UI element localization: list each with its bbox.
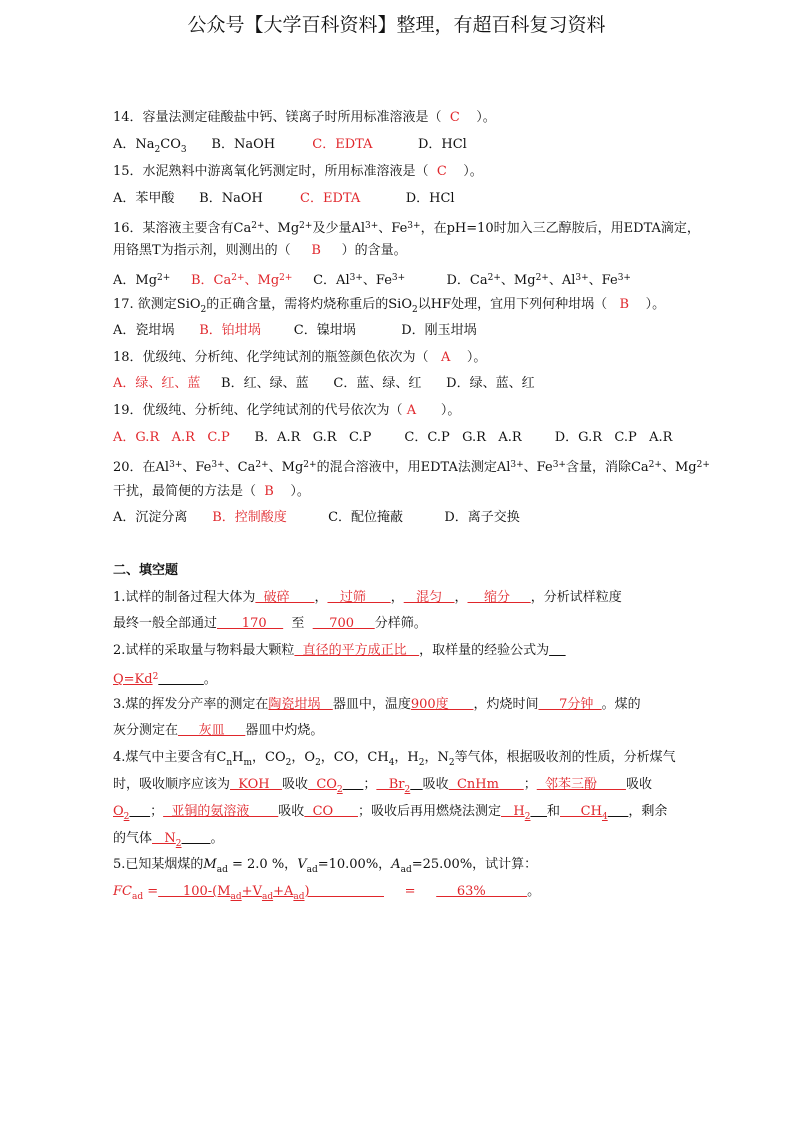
answer-text: FC bbox=[113, 884, 132, 899]
text-segment: ，剩余 bbox=[628, 804, 668, 819]
text-segment: 2 bbox=[154, 145, 161, 155]
text-segment: m bbox=[243, 758, 253, 768]
text-segment: 2+ bbox=[299, 221, 313, 231]
text-segment: ； bbox=[363, 777, 377, 792]
text-segment: ； bbox=[150, 804, 164, 819]
text-segment: 含量，消除Ca bbox=[565, 460, 649, 475]
text-segment: ）。 bbox=[450, 350, 487, 365]
answer-text: +V bbox=[241, 884, 262, 899]
text-segment: 2+ bbox=[487, 273, 501, 283]
text-segment bbox=[608, 804, 629, 819]
answer-text: B．Ca bbox=[190, 273, 232, 288]
text-segment: V bbox=[297, 857, 307, 872]
answer-text: 陶瓷坩埚 bbox=[268, 697, 333, 712]
text-segment: 5.已知某烟煤的 bbox=[113, 857, 204, 872]
text-segment: ； bbox=[523, 777, 537, 792]
text-segment: ， bbox=[390, 590, 404, 605]
text-segment: 、Fe bbox=[362, 273, 392, 288]
answer-text: B．铂坩埚 bbox=[199, 323, 261, 338]
text-segment: 。 bbox=[210, 831, 224, 846]
answer-text: C．EDTA bbox=[300, 191, 361, 206]
answer-text: 2+ bbox=[279, 273, 293, 283]
text-segment: 。 bbox=[527, 884, 541, 899]
answer-text: 2 bbox=[175, 839, 182, 849]
text-segment: 3+ bbox=[617, 273, 631, 283]
text-segment: B．A.R G.R C.P C．C.P G.R A.R D．G.R C.P A.R bbox=[229, 430, 673, 445]
text-segment: 分样筛。 bbox=[374, 616, 427, 631]
answer-text: +A bbox=[273, 884, 294, 899]
text-segment: ，CO，CH bbox=[320, 750, 389, 765]
text-segment: 灰分测定在 bbox=[113, 723, 179, 738]
text-segment bbox=[530, 804, 547, 819]
answer-text: = bbox=[383, 884, 437, 899]
text-segment: H bbox=[232, 750, 244, 765]
text-line bbox=[113, 483, 310, 501]
text-line bbox=[113, 456, 710, 477]
text-segment: 3+ bbox=[391, 273, 406, 283]
answer-text: A．G.R A.R C.P bbox=[113, 430, 230, 445]
answer-text: A bbox=[406, 403, 417, 418]
text-segment: 及少量Al bbox=[312, 221, 365, 236]
text-segment: 的混合溶液中，用EDTA法测定Al bbox=[316, 460, 511, 475]
text-segment: ）的含量。 bbox=[320, 243, 407, 258]
answer-text: 900度 bbox=[410, 697, 474, 712]
text-segment: A bbox=[391, 857, 401, 872]
text-segment: 、Fe bbox=[378, 221, 408, 236]
answer-text: B bbox=[264, 484, 274, 499]
text-line bbox=[113, 190, 455, 208]
text-segment: ）。 bbox=[273, 484, 310, 499]
text-line bbox=[113, 830, 223, 853]
text-segment: 。煤的 bbox=[601, 697, 641, 712]
text-line bbox=[113, 402, 460, 420]
text-segment: 以HF处理，宜用下列何种坩埚（ bbox=[417, 297, 620, 312]
text-segment: 、Fe bbox=[182, 460, 212, 475]
text-segment: 2+ bbox=[255, 460, 269, 470]
text-segment: A．沉淀分离 bbox=[113, 510, 213, 525]
text-segment: ， bbox=[454, 590, 468, 605]
text-line bbox=[113, 136, 467, 159]
page-header: 公众号【大学百科资料】整理，有超百科复习资料 bbox=[187, 14, 606, 36]
text-segment: ，O bbox=[291, 750, 316, 765]
answer-text: 2 bbox=[152, 672, 159, 682]
text-segment bbox=[410, 777, 422, 792]
text-segment: 3+ bbox=[575, 273, 589, 283]
text-segment: 、Al bbox=[548, 273, 576, 288]
text-segment: 3+ bbox=[510, 460, 524, 470]
text-segment: 、Fe bbox=[588, 273, 618, 288]
text-segment: 2+ bbox=[251, 221, 265, 231]
text-segment bbox=[158, 672, 203, 687]
answer-text: 过筛 bbox=[327, 590, 391, 605]
text-segment: ， bbox=[314, 590, 328, 605]
answer-text: B．控制酸度 bbox=[212, 510, 287, 525]
answer-text: B bbox=[311, 243, 321, 258]
text-segment bbox=[170, 273, 191, 288]
text-segment: 干扰，最简便的方法是（ bbox=[113, 484, 265, 499]
text-segment: ）。 bbox=[446, 164, 483, 179]
text-segment: 时，吸收顺序应该为 bbox=[113, 777, 231, 792]
text-line bbox=[113, 589, 622, 607]
text-segment: 用铬黑T为指示剂，则测出的（ bbox=[113, 243, 312, 258]
text-line bbox=[113, 615, 427, 633]
text-segment: 、Ca bbox=[224, 460, 256, 475]
answer-text: A bbox=[440, 350, 451, 365]
text-segment: 的正确含量，需将灼烧称重后的SiO bbox=[206, 297, 412, 312]
answer-text: ad bbox=[293, 892, 305, 902]
answer-text: C bbox=[449, 110, 460, 125]
answer-text: 2 bbox=[123, 812, 130, 822]
text-segment: A．苯甲酸 B．NaOH bbox=[113, 191, 301, 206]
text-segment: CO bbox=[160, 137, 181, 152]
text-segment: D．Ca bbox=[405, 273, 488, 288]
answer-text: 混匀 bbox=[403, 590, 455, 605]
text-segment: ad bbox=[306, 865, 318, 875]
text-segment: 19．优级纯、分析纯、化学纯试剂的代号依次为（ bbox=[113, 403, 407, 418]
text-segment: ad bbox=[216, 865, 228, 875]
answer-text: 4 bbox=[601, 812, 608, 822]
text-segment: 2 bbox=[448, 758, 455, 768]
text-segment: 14．容量法测定硅酸盐中钙、镁离子时所用标准溶液是（ bbox=[113, 110, 450, 125]
text-line bbox=[113, 749, 676, 772]
text-line bbox=[113, 375, 535, 393]
answer-text: ad bbox=[261, 892, 274, 902]
answer-text: 亚铜的氨溶液 bbox=[163, 804, 279, 819]
text-segment: 2+ bbox=[535, 273, 549, 283]
text-segment: 18．优级纯、分析纯、化学纯试剂的瓶签颜色依次为（ bbox=[113, 350, 441, 365]
text-segment: 2+ bbox=[696, 460, 710, 470]
text-segment: ，H bbox=[394, 750, 419, 765]
text-segment: 3+ bbox=[211, 460, 225, 470]
text-segment: 、Mg bbox=[268, 460, 304, 475]
text-line bbox=[113, 109, 496, 127]
text-segment bbox=[182, 831, 211, 846]
text-segment: 2 bbox=[200, 305, 207, 315]
answer-text: 破碎 bbox=[255, 590, 315, 605]
text-segment: B．NaOH bbox=[186, 137, 313, 152]
text-segment: 2 bbox=[285, 758, 292, 768]
text-segment: D．HCl bbox=[372, 137, 467, 152]
answer-text: C bbox=[436, 164, 447, 179]
answer-text: C．EDTA bbox=[312, 137, 373, 152]
text-segment: 2 bbox=[315, 758, 321, 768]
answer-text: A．绿、红、蓝 bbox=[113, 376, 201, 391]
text-segment: 2+ bbox=[157, 273, 171, 283]
text-segment: C．配位掩蔽 D．离子交换 bbox=[286, 510, 520, 525]
text-segment: 等气体，根据吸收剂的性质，分析煤气 bbox=[454, 750, 676, 765]
text-line bbox=[113, 349, 486, 367]
text-segment: ）。 bbox=[629, 297, 666, 312]
text-segment: 至 bbox=[283, 616, 313, 631]
text-line bbox=[113, 722, 323, 740]
text-segment: 吸收 bbox=[282, 777, 309, 792]
text-line bbox=[113, 803, 667, 826]
text-segment bbox=[549, 643, 566, 658]
answer-text: 邻苯三酚 bbox=[536, 777, 626, 792]
text-line bbox=[113, 696, 641, 714]
text-segment: 、Fe bbox=[523, 460, 553, 475]
text-segment: ，取样量的经验公式为 bbox=[419, 643, 550, 658]
answer-text: ad bbox=[230, 892, 242, 902]
answer-text: CO bbox=[308, 777, 337, 792]
answer-text: ) bbox=[304, 884, 384, 899]
text-segment: 吸收 bbox=[422, 777, 449, 792]
text-segment bbox=[129, 804, 150, 819]
text-segment: ，CO bbox=[252, 750, 286, 765]
text-segment: ，在pH=10时加入三乙醇胺后，用EDTA滴定， bbox=[420, 221, 700, 236]
text-line bbox=[113, 269, 631, 290]
text-segment: 3+ bbox=[169, 460, 183, 470]
answer-text: 100-(M bbox=[158, 884, 231, 899]
answer-text: 、Mg bbox=[244, 273, 280, 288]
text-segment: ad bbox=[400, 865, 412, 875]
text-segment: 。 bbox=[203, 672, 217, 687]
answer-text: N bbox=[152, 831, 176, 846]
text-segment: 、Mg bbox=[661, 460, 697, 475]
text-segment: 和 bbox=[547, 804, 561, 819]
text-segment: 3.煤的挥发分产率的测定在 bbox=[113, 697, 269, 712]
answer-text: 2 bbox=[404, 785, 411, 795]
text-segment: =25.00%，试计算： bbox=[411, 857, 538, 872]
answer-text: CO bbox=[304, 804, 358, 819]
answer-text: 直径的平方成正比 bbox=[294, 643, 420, 658]
text-segment: A．Mg bbox=[113, 273, 158, 288]
text-segment: 二、填空题 bbox=[113, 563, 179, 578]
text-segment: 2+ bbox=[648, 460, 662, 470]
text-line bbox=[113, 856, 537, 879]
answer-text: 灰皿 bbox=[178, 723, 246, 738]
text-segment: 2 bbox=[418, 758, 425, 768]
answer-text: H bbox=[501, 804, 525, 819]
text-segment: 15．水泥熟料中游离氧化钙测定时，所用标准溶液是（ bbox=[113, 164, 437, 179]
answer-text: 2+ bbox=[231, 273, 245, 283]
text-segment: =10.00%， bbox=[317, 857, 392, 872]
text-line bbox=[113, 242, 407, 260]
answer-text: = bbox=[143, 884, 159, 899]
text-segment: ，分析试样粒度 bbox=[530, 590, 622, 605]
text-segment: 2.试样的采取量与物料最大颗粒 bbox=[113, 643, 295, 658]
answer-text: CnHm bbox=[448, 777, 524, 792]
text-segment: ，N bbox=[424, 750, 449, 765]
text-segment: 器皿中灼烧。 bbox=[245, 723, 324, 738]
text-line bbox=[113, 509, 520, 527]
text-segment: 4 bbox=[388, 758, 395, 768]
answer-text: 170 bbox=[217, 616, 284, 631]
text-line bbox=[113, 217, 700, 238]
answer-text: 63% bbox=[436, 884, 528, 899]
answer-text: Q=Kd bbox=[113, 672, 153, 687]
answer-text: 缩分 bbox=[467, 590, 531, 605]
text-segment: 17. 欲测定SiO bbox=[113, 297, 201, 312]
text-segment bbox=[343, 777, 364, 792]
text-segment: C．镍坩埚 D．刚玉坩埚 bbox=[260, 323, 477, 338]
text-segment: 最终一般全部通过 bbox=[113, 616, 218, 631]
answer-text: CH bbox=[560, 804, 602, 819]
text-segment: A．Na bbox=[113, 137, 155, 152]
answer-text: KOH bbox=[230, 777, 283, 792]
text-segment: 1.试样的制备过程大体为 bbox=[113, 590, 256, 605]
text-line bbox=[113, 883, 540, 906]
answer-text: 7分钟 bbox=[538, 697, 602, 712]
text-segment: A．瓷坩埚 bbox=[113, 323, 200, 338]
answer-text: B bbox=[619, 297, 630, 312]
answer-text: 2 bbox=[336, 785, 343, 795]
text-segment: 器皿中，温度 bbox=[332, 697, 411, 712]
text-segment: 的气体 bbox=[113, 831, 153, 846]
text-segment: 3+ bbox=[365, 221, 379, 231]
text-segment: 2 bbox=[412, 305, 418, 315]
text-segment: ；吸收后再用燃烧法测定 bbox=[357, 804, 501, 819]
text-segment: 2+ bbox=[303, 460, 317, 470]
text-segment: = 2.0 %， bbox=[227, 857, 298, 872]
answer-text: O bbox=[113, 804, 124, 819]
text-segment: 3+ bbox=[552, 460, 566, 470]
text-segment: 吸收 bbox=[625, 777, 652, 792]
text-segment: n bbox=[226, 758, 233, 768]
text-segment: 20．在Al bbox=[113, 460, 170, 475]
text-segment: 、Mg bbox=[500, 273, 536, 288]
text-segment: B．红、绿、蓝 C．蓝、绿、红 D．绿、蓝、红 bbox=[200, 376, 535, 391]
text-segment: ）。 bbox=[459, 110, 496, 125]
answer-text: 2 bbox=[524, 812, 531, 822]
answer-text: ad bbox=[131, 892, 144, 902]
text-line bbox=[113, 296, 665, 319]
text-segment: 3+ bbox=[407, 221, 421, 231]
text-line bbox=[113, 642, 566, 660]
text-segment: ）。 bbox=[416, 403, 461, 418]
text-line bbox=[113, 322, 477, 340]
text-line bbox=[113, 429, 672, 447]
text-segment: 3+ bbox=[349, 273, 363, 283]
text-line bbox=[113, 776, 652, 799]
text-segment: 3 bbox=[180, 145, 187, 155]
text-segment: 、Mg bbox=[264, 221, 300, 236]
answer-text: Br bbox=[376, 777, 405, 792]
section-title bbox=[113, 562, 178, 580]
text-segment: D．HCl bbox=[360, 191, 455, 206]
text-line bbox=[113, 163, 483, 181]
text-segment: 吸收 bbox=[278, 804, 305, 819]
text-line bbox=[113, 668, 217, 689]
text-segment: 4.煤气中主要含有C bbox=[113, 750, 227, 765]
answer-text: 700 bbox=[312, 616, 375, 631]
text-segment: 16．某溶液主要含有Ca bbox=[113, 221, 252, 236]
text-segment: C．Al bbox=[292, 273, 350, 288]
text-segment: M bbox=[203, 857, 217, 872]
text-segment: ，灼烧时间 bbox=[473, 697, 539, 712]
